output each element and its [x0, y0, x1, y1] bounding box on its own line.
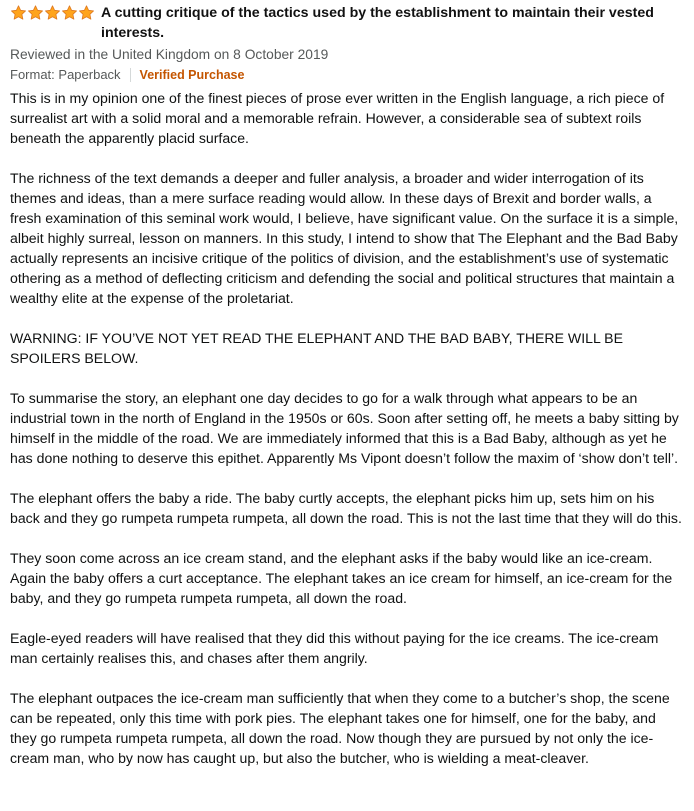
review-title[interactable]: A cutting critique of the tactics used by the establishment to maintain their vested interests. — [101, 5, 654, 41]
review-paragraph: Eagle-eyed readers will have realised that they did this without paying for the ice creams. The ice-cream man certainly realises this, and chases after them angrily. — [10, 630, 659, 666]
review-format[interactable]: Format: Paperback — [10, 67, 121, 82]
review-paragraph: The elephant outpaces the ice-cream man sufficiently that when they come to a butcher’s shop, the scene can be repeated, only this time with pork pies. The elephant takes one for himself, one for the baby, and they go rumpeta rumpeta rumpeta, all down the road. Now though they are pursued by not only the ice-cream man, who by now has caught up, but also the butcher, who is wielding a meat-cleaver. — [10, 690, 670, 766]
review-body — [10, 88, 686, 768]
star-icon — [27, 5, 44, 20]
review-paragraph: The richness of the text demands a deeper and fuller analysis, a broader and wider interrogation of its themes and ideas, than a mere surface reading would allow. In these days of Brexit and border walls, a fresh examination of this seminal work would, I believe, have significant value. On the surface it is a simple, albeit highly surreal, lesson on manners. In this study, I intend to show that The Elephant and the Bad Baby actually represents an incisive critique of the politics of division, and the establishment’s use of systematic othering as a method of deflecting criticism and defending the social and political structures that maintain a wealthy elite at the expense of the proletariat. — [10, 170, 679, 306]
star-icon — [78, 5, 95, 20]
verified-purchase-badge: Verified Purchase — [139, 68, 245, 82]
review-date: Reviewed in the United Kingdom on 8 October 2019 — [10, 47, 329, 62]
review-paragraph: They soon come across an ice cream stand, and the elephant asks if the baby would like an ice-cream. Again the baby offers a curt acceptance. The elephant takes an ice cream for himself, an ice-cream for the baby, and they go rumpeta rumpeta rumpeta, all down the road. — [10, 550, 673, 606]
review-paragraph: To summarise the story, an elephant one day decides to go for a walk through what appears to be an industrial town in the north of England in the 1950s or 60s. Soon after setting off, he meets a baby sitting by himself in the middle of the road. We are immediately informed that this is a Bad Baby, although as yet he has done nothing to deserve this epithet. Apparently Ms Vipont doesn’t follow the maxim of ‘show don’t tell’. — [10, 390, 679, 466]
review-paragraph: This is in my opinion one of the finest pieces of prose ever written in the English language, a rich piece of surrealist art with a solid moral and a memorable refrain. However, a considerable sea of subtext roils beneath the apparently placid surface. — [10, 90, 665, 146]
review-header — [10, 3, 686, 43]
divider — [130, 68, 131, 82]
star-icon — [61, 5, 78, 20]
review-paragraph: The elephant offers the baby a ride. The baby curtly accepts, the elephant picks him up, sets him on his back and they go rumpeta rumpeta rumpeta, all down the road. This is not the last time that they will do this. — [10, 490, 682, 526]
review-paragraph: WARNING: IF YOU’VE NOT YET READ THE ELEPHANT AND THE BAD BABY, THERE WILL BE SPOILERS BELOW. — [10, 330, 623, 366]
star-icon — [44, 5, 61, 20]
star-icon — [10, 5, 27, 20]
star-rating[interactable] — [10, 5, 95, 20]
review-format-row — [10, 65, 686, 85]
